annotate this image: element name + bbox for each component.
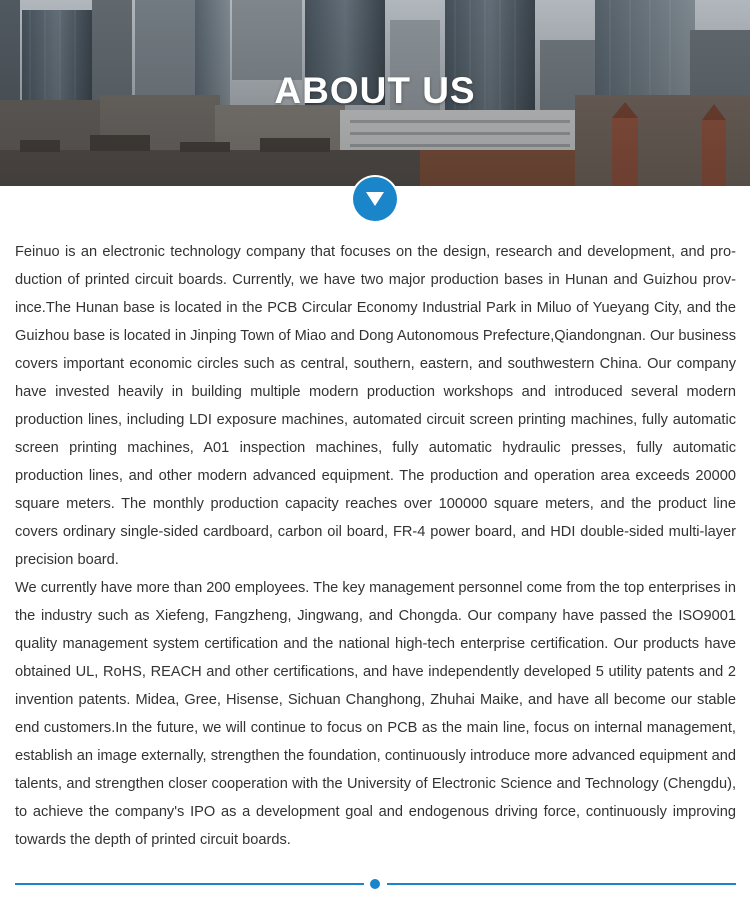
about-paragraph-1: Feinuo is an electronic technology company that focuses on the design, research and development, and production of printed circuit boards. Currently, we have two major production bases in Hunan and Guizhou province.The Hunan base is located in the PCB Circular Economy Industrial Park in Miluo of Yueyang City, and the Guizhou base is located in Jinping Town of Miao and Dong Autonomous Prefecture,Qiandongnan. Our business covers important economic circles such as central, southern, eastern, and southwestern China. Our company have invested heavily in building multiple modern production workshops and introduced several modern production lines, including LDI exposure machines, automated circuit screen printing machines, fully automatic screen printing machines, A01 inspection machines, fully automatic hydraulic presses, fully automatic production lines, and other modern advanced equipment. The production and operation area exceeds 20000 square meters. The monthly production capacity reaches over 100000 square meters, and the product line covers ordinary single-sided cardboard, carbon oil board, FR-4 power board, and HDI double-sided multi-layer precision board. — [15, 244, 736, 568]
scroll-down-circle — [353, 177, 397, 221]
about-content — [15, 238, 736, 854]
divider-line-right — [387, 883, 736, 885]
divider-dot — [370, 879, 380, 889]
section-divider — [15, 878, 736, 890]
scroll-down-button[interactable] — [351, 175, 399, 223]
about-paragraph-2: We currently have more than 200 employees. The key management personnel come from the top enterprises in the industry such as Xiefeng, Fangzheng, Jingwang, and Chongda. Our company have passed the ISO9001 quality management system certification and the national high-tech enterprise certification. Our products have obtained UL, RoHS, REACH and other certifications, and have independently developed 5 utility patents and 2 invention patents. Midea, Gree, Hisense, Sichuan Changhong, Zhuhai Maike, and have all become our stable end customers.In the future, we will continue to focus on PCB as the main line, focus on internal management, establish an image externally, strengthen the foundation, continuously introduce more advanced equipment and talents, and strengthen closer cooperation with the University of Electronic Science and Technology (Chengdu), to achieve the company's IPO as a development goal and endogenous driving force, continuously improving towards the depth of printed circuit boards. — [15, 580, 736, 848]
page-title: ABOUT US — [274, 70, 476, 111]
divider-line-left — [15, 883, 364, 885]
down-triangle-icon — [366, 192, 384, 206]
hero-banner — [0, 0, 750, 186]
